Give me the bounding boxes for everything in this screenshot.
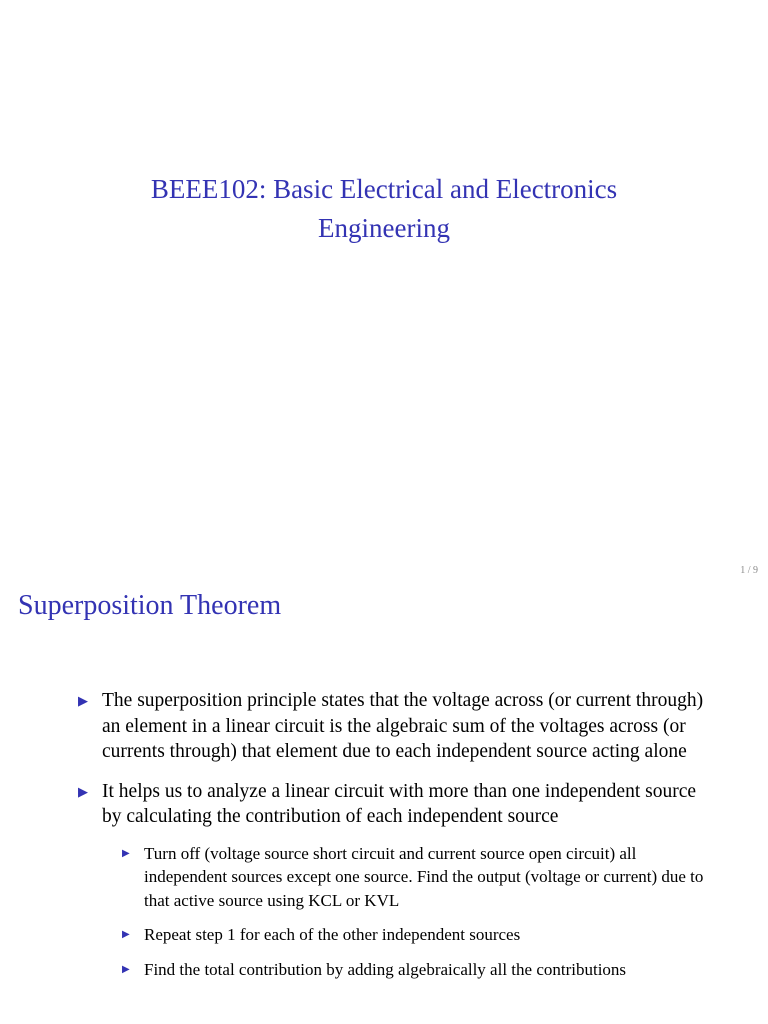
subbullet-text: Repeat step 1 for each of the other independent sources	[144, 925, 521, 944]
subbullet-text: Find the total contribution by adding algebraically all the contributions	[144, 959, 627, 979]
slide-title-line-2: Engineering	[318, 213, 450, 243]
triangle-bullet-icon: ▶	[122, 963, 130, 975]
subbullet-item-2	[102, 923, 718, 947]
bullet-list	[0, 688, 768, 995]
triangle-bullet-icon: ▶	[78, 783, 88, 799]
triangle-bullet-icon: ▶	[122, 847, 130, 859]
triangle-bullet-icon: ▶	[78, 693, 88, 708]
bullet-item-2	[0, 779, 768, 982]
subbullet-text: Turn off (voltage source short circuit and current source open circuit) all independent sources except one source. Find the output (voltage or current) due to that active source using KCL or KVL	[144, 843, 704, 910]
slide-title-line-1: BEEE102: Basic Electrical and Electronics	[150, 174, 618, 204]
subbullet-item-3	[102, 958, 718, 982]
triangle-bullet-icon: ▶	[122, 929, 130, 940]
bullet-text: It helps us to analyze a linear circuit with more than one independent source by calculating the contribution of each independent source	[102, 780, 696, 827]
page-number: 1 / 9	[740, 565, 758, 576]
frame-title: Superposition Theorem	[18, 590, 282, 621]
bullet-text: The superposition principle states that the voltage across (or current through) an element in a linear circuit is the algebraic sum of the voltages across (or currents through) that element due to each independent source acting alone	[102, 690, 704, 762]
subbullet-list	[102, 842, 718, 982]
slide-title	[0, 170, 768, 248]
subbullet-item-1	[102, 842, 718, 913]
bullet-item-1	[0, 688, 768, 765]
